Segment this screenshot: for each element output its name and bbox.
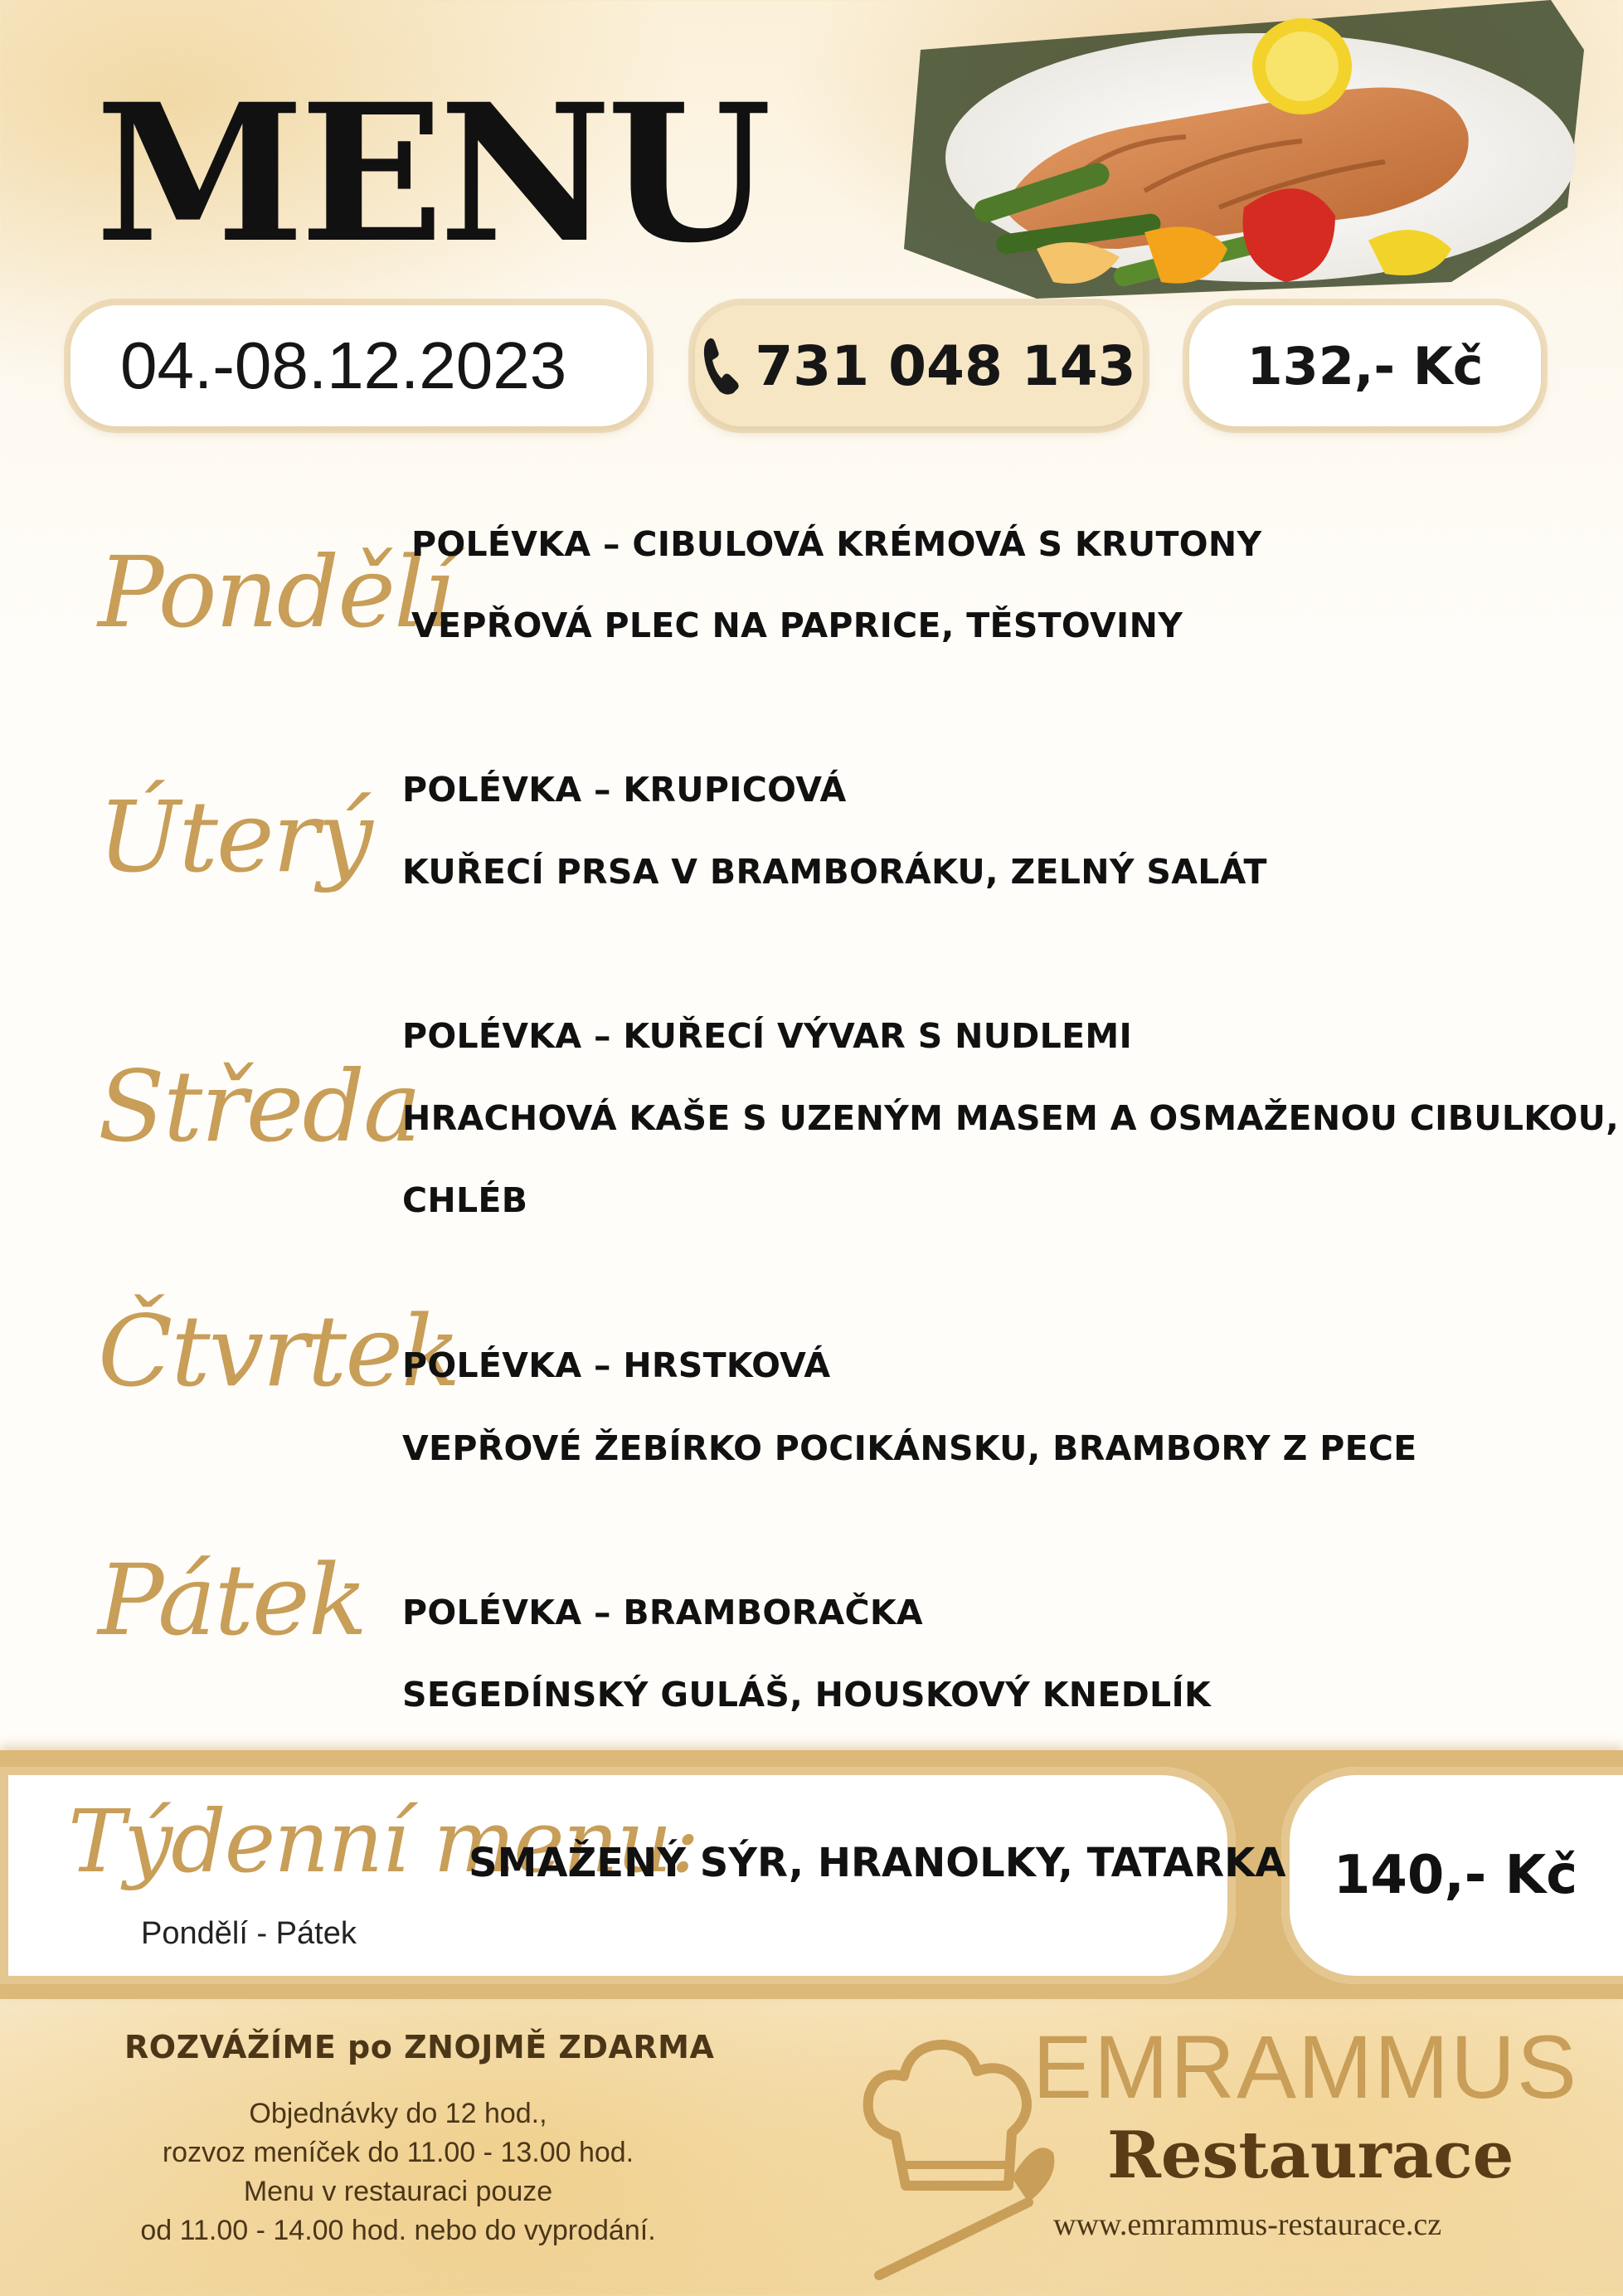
wednesday-soup: POLÉVKA – KUŘECÍ VÝVAR S NUDLEMI xyxy=(402,1016,1133,1056)
weekly-menu-label: Týdenní menu: xyxy=(68,1791,698,1892)
phone-number: 731 048 143 xyxy=(755,333,1136,398)
delivery-line: Objednávky do 12 hod., xyxy=(249,2098,547,2129)
phone-icon xyxy=(702,335,740,396)
day-label-thursday: Čtvrtek xyxy=(98,1294,459,1408)
chef-hat-logo-icon xyxy=(846,2011,1062,2285)
weekly-price-box xyxy=(1281,1767,1623,1984)
phone-pill[interactable] xyxy=(695,305,1143,426)
wednesday-main-cont: CHLÉB xyxy=(402,1180,528,1220)
delivery-line: od 11.00 - 14.00 hod. nebo do vyprodání. xyxy=(140,2215,656,2246)
friday-soup: POLÉVKA – BRAMBORAČKA xyxy=(402,1593,923,1632)
daily-price: 132,- Kč xyxy=(1246,335,1484,396)
thursday-main: VEPŘOVÉ ŽEBÍRKO POCIKÁNSKU, BRAMBORY Z PECE xyxy=(402,1428,1417,1468)
friday-main: SEGEDÍNSKÝ GULÁŠ, HOUSKOVÝ KNEDLÍK xyxy=(402,1675,1212,1715)
page-title: MENU xyxy=(95,62,767,285)
date-pill xyxy=(70,305,647,426)
monday-main: VEPŘOVÁ PLEC NA PAPRICE, TĚSTOVINY xyxy=(411,606,1183,645)
day-label-friday: Pátek xyxy=(98,1543,367,1657)
delivery-title: ROZVÁŽÍME po ZNOJMĚ ZDARMA xyxy=(124,2029,715,2065)
daily-price-pill xyxy=(1189,305,1541,426)
brand-name: EMRAMMUS xyxy=(1033,2016,1578,2117)
day-label-tuesday: Úterý xyxy=(98,780,372,894)
weekly-menu-dish: SMAŽENÝ SÝR, HRANOLKY, TATARKA xyxy=(469,1840,1286,1886)
menu-date: 04.-08.12.2023 xyxy=(120,328,567,402)
delivery-info xyxy=(108,2094,688,2250)
weekly-price: 140,- Kč xyxy=(1333,1845,1578,1906)
thursday-soup: POLÉVKA – HRSTKOVÁ xyxy=(402,1345,831,1385)
delivery-line: Menu v restauraci pouze xyxy=(243,2176,553,2207)
weekly-menu-days: Pondělí - Pátek xyxy=(141,1916,357,1951)
day-label-monday: Pondělí xyxy=(98,535,454,649)
day-label-wednesday: Středa xyxy=(98,1049,420,1164)
tuesday-main: KUŘECÍ PRSA V BRAMBORÁKU, ZELNÝ SALÁT xyxy=(402,852,1267,892)
food-dish-image xyxy=(871,0,1584,332)
brand-url[interactable]: www.emrammus-restaurace.cz xyxy=(1053,2207,1442,2242)
brand-subtitle: Restaurace xyxy=(1107,2118,1514,2193)
tuesday-soup: POLÉVKA – KRUPICOVÁ xyxy=(402,770,847,810)
monday-soup: POLÉVKA – CIBULOVÁ KRÉMOVÁ S KRUTONY xyxy=(411,524,1262,564)
wednesday-main: HRACHOVÁ KAŠE S UZENÝM MASEM A OSMAŽENOU CIBULKOU, xyxy=(402,1098,1620,1138)
delivery-line: rozvoz meníček do 11.00 - 13.00 hod. xyxy=(162,2137,634,2168)
